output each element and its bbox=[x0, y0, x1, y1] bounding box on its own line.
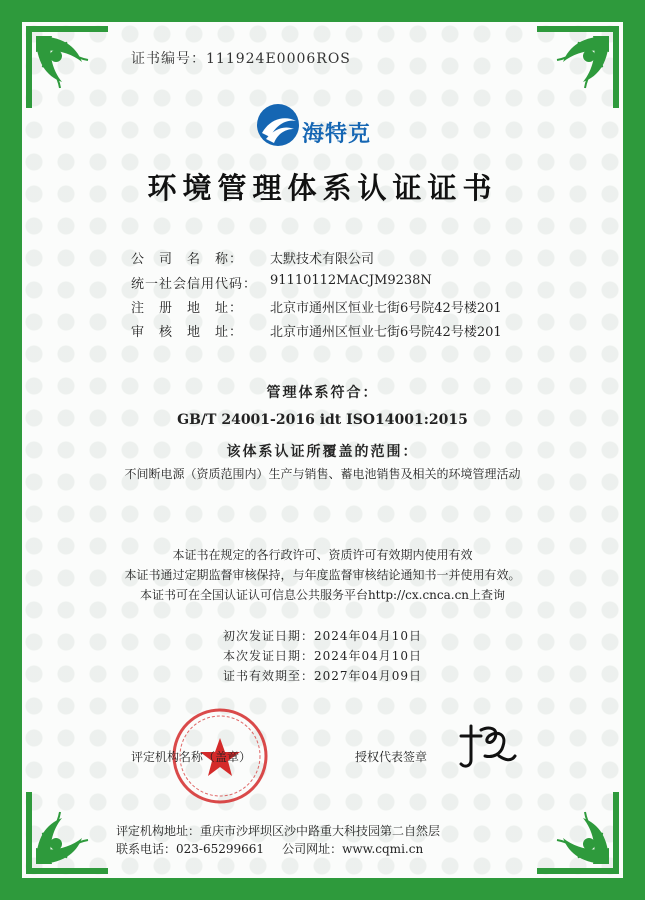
info-value-company: 太默技术有限公司 bbox=[270, 252, 375, 267]
info-label-audit-address: 审 核 地 址： bbox=[131, 325, 244, 340]
conformity-heading: 管理体系符合： bbox=[266, 385, 379, 401]
footer-contact bbox=[116, 840, 423, 857]
footer-address-value: 重庆市沙坪坝区沙中路重大科技园第二自然层 bbox=[200, 824, 441, 838]
handwritten-signature bbox=[455, 716, 519, 776]
footer-address-label: 评定机构地址： bbox=[116, 824, 201, 838]
scope-text: 不间断电源（资质范围内）生产与销售、蓄电池销售及相关的环境管理活动 bbox=[124, 467, 521, 481]
info-value-registered-address: 北京市通州区恒业七街6号院42号楼201 bbox=[270, 301, 502, 316]
info-label-credit-code: 统一社会信用代码： bbox=[131, 277, 258, 292]
date-value: 2027年04月09日 bbox=[313, 669, 423, 683]
date-label: 本次发证日期： bbox=[222, 649, 314, 663]
brand-name: 海特克 bbox=[302, 122, 372, 147]
scope-heading: 该体系认证所覆盖的范围： bbox=[226, 444, 419, 460]
corner-ornament-icon bbox=[533, 788, 623, 878]
brand-logo-icon bbox=[256, 103, 300, 147]
footer-address bbox=[116, 822, 440, 839]
footer-phone-label: 联系电话： bbox=[116, 842, 177, 856]
info-value-audit-address: 北京市通州区恒业七街6号院42号楼201 bbox=[270, 325, 502, 340]
note-line: 本证书通过定期监督审核保持，与年度监督审核结论通知书一并使用有效。 bbox=[124, 568, 521, 582]
info-label-registered-address: 注 册 地 址： bbox=[131, 301, 244, 316]
date-initial bbox=[0, 627, 645, 644]
corner-ornament-icon bbox=[22, 22, 112, 112]
footer-website-value: www.cqmi.cn bbox=[342, 842, 424, 856]
footer-phone-value: 023-65299661 bbox=[176, 842, 265, 856]
corner-ornament-icon bbox=[22, 788, 112, 878]
standard-text: GB/T 24001-2016 idt ISO14001:2015 bbox=[177, 412, 468, 428]
corner-ornament-icon bbox=[533, 22, 623, 112]
rep-signature-label: 授权代表签章 bbox=[355, 750, 428, 764]
note-line: 本证书在规定的各行政许可、资质许可有效期内使用有效 bbox=[172, 548, 473, 562]
date-value: 2024年04月10日 bbox=[313, 629, 423, 643]
date-label: 证书有效期至： bbox=[222, 669, 314, 683]
info-label-company: 公 司 名 称： bbox=[131, 252, 244, 267]
certificate-number bbox=[131, 48, 351, 68]
info-value-credit-code: 91110112MACJM9238N bbox=[270, 273, 432, 288]
footer-website-label: 公司网址： bbox=[282, 842, 343, 856]
date-label: 初次发证日期： bbox=[222, 629, 314, 643]
certificate-number-label: 证书编号： bbox=[131, 51, 206, 67]
note-line: 本证书可在全国认证认可信息公共服务平台http://cx.cnca.cn上查询 bbox=[139, 588, 506, 602]
date-expiry bbox=[0, 667, 645, 684]
org-seal-label: 评定机构名称（盖章） bbox=[131, 750, 252, 764]
certificate-number-value: 111924E0006ROS bbox=[206, 51, 351, 67]
date-value: 2024年04月10日 bbox=[313, 649, 423, 663]
date-current bbox=[0, 647, 645, 664]
certificate-title: 环境管理体系认证证书 bbox=[147, 171, 498, 205]
